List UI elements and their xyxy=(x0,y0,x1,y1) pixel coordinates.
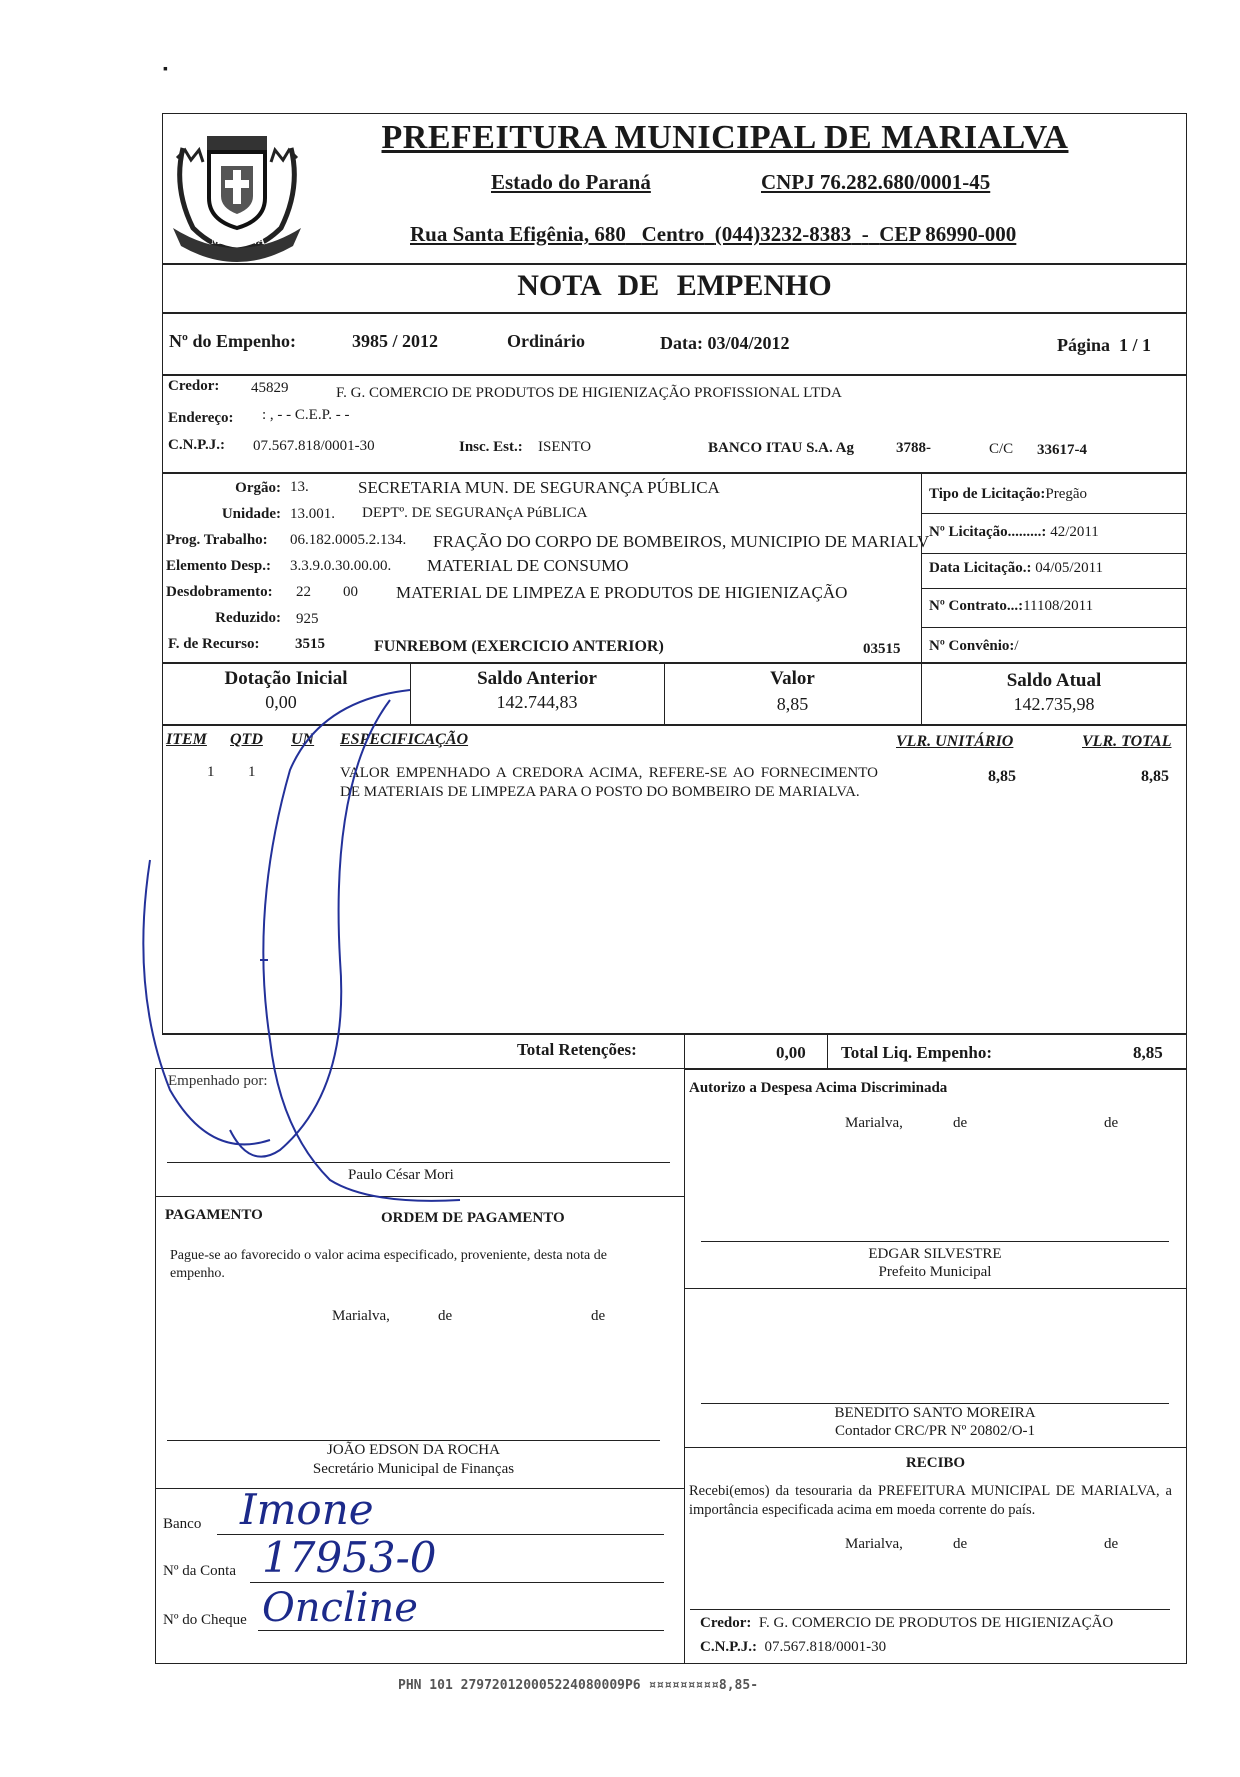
left-de-1: de xyxy=(438,1308,453,1324)
lic-contrato-label: Nº Contrato...: xyxy=(929,598,1024,614)
recurso-label: F. de Recurso: xyxy=(168,636,260,652)
lower-divider xyxy=(684,1068,685,1664)
ordem-title: ORDEM DE PAGAMENTO xyxy=(381,1210,565,1226)
recibo-credor-label: Credor: xyxy=(700,1615,752,1631)
contador-title: Contador CRC/PR Nº 20802/O-1 xyxy=(834,1423,1036,1439)
elem-code: 3.3.9.0.30.00.00. xyxy=(290,558,392,574)
empenho-page xyxy=(1057,335,1151,356)
recibo-cnpj-value: 07.567.818/0001-30 xyxy=(764,1639,887,1655)
credor-code: 45829 xyxy=(251,380,289,396)
header-sep: - xyxy=(861,222,869,246)
contador-signature-line xyxy=(701,1403,1169,1404)
lic-convenio-label: Nº Convênio: xyxy=(929,638,1015,654)
liq-label: Total Liq. Empenho: xyxy=(841,1043,992,1062)
header-state: Estado do Paraná xyxy=(491,170,651,194)
valor-value: 8,85 xyxy=(776,694,809,714)
prog-label: Prog. Trabalho: xyxy=(166,532,268,548)
crest-banner-text: MARIALVA xyxy=(211,236,265,247)
col-item: ITEM xyxy=(166,731,207,748)
recurso-value: FUNREBOM (EXERCICIO ANTERIOR) xyxy=(374,638,664,655)
liq-value: 8,85 xyxy=(1133,1043,1163,1062)
lic-num-value: 42/2011 xyxy=(1050,524,1099,540)
lic-data-value: 04/05/2011 xyxy=(1035,560,1104,576)
scan-mark: ▪ xyxy=(163,62,168,77)
retencoes-label: Total Retenções: xyxy=(517,1040,637,1059)
lic-tipo xyxy=(929,486,1087,503)
unidade-label: Unidade: xyxy=(221,506,281,522)
col-un: UN xyxy=(291,731,315,748)
endereco-label: Endereço: xyxy=(168,410,234,426)
recibo-cnpj-label: C.N.P.J.: xyxy=(700,1639,757,1655)
lic-tipo-value: Pregão xyxy=(1045,486,1088,502)
item-number: 1 xyxy=(207,764,215,780)
lic-contrato-value: 11108/2011 xyxy=(1023,598,1094,614)
unidade-value: DEPTº. DE SEGURANçA PúBLICA xyxy=(362,505,588,521)
prefeito-bottom xyxy=(684,1288,1187,1289)
conta-label: Nº da Conta xyxy=(163,1563,236,1579)
recibo-de-2: de xyxy=(1104,1536,1119,1552)
banco-handwritten: Imone xyxy=(240,1485,374,1534)
saldo-atual-label: Saldo Atual xyxy=(1006,670,1102,691)
recibo-marialva: Marialva, xyxy=(845,1536,903,1552)
lic-line-4 xyxy=(921,627,1187,628)
lic-num-label: Nº Licitação.........: xyxy=(929,524,1047,540)
right-de-1: de xyxy=(953,1115,968,1131)
conta-handwritten: 17953-0 xyxy=(262,1533,437,1582)
retencoes-div xyxy=(827,1033,828,1070)
elem-value: MATERIAL DE CONSUMO xyxy=(427,556,629,575)
footer-code: PHN 101 279720120005224080009P6 ¤¤¤¤¤¤¤¤¤8,85- xyxy=(398,1678,759,1693)
header-phone: (044)3232-8383 xyxy=(714,222,852,246)
empenho-number: 3985 / 2012 xyxy=(352,331,439,351)
header-title: PREFEITURA MUNICIPAL DE MARIALVA xyxy=(381,119,1069,156)
cc-value: 33617-4 xyxy=(1037,442,1087,458)
col-especificacao: ESPECIFICAÇÃO xyxy=(340,731,469,748)
item-spec: VALOR EMPENHADO A CREDORA ACIMA, REFERE-SE AO FORNECIMENTO DE MATERIAIS DE LIMPEZA PARA O POSTO DO BOMBEIRO DE MARIALVA. xyxy=(340,765,878,800)
empenho-label: Nº do Empenho: xyxy=(169,331,296,351)
header-district: Centro xyxy=(641,222,705,246)
col-vlr-unitario: VLR. UNITÁRIO xyxy=(896,733,1014,750)
valor-label: Valor xyxy=(770,668,815,689)
saldo-anterior-value: 142.744,83 xyxy=(496,692,578,712)
banco-value: BANCO ITAU S.A. Ag xyxy=(708,440,854,456)
header-cnpj: CNPJ 76.282.680/0001-45 xyxy=(761,170,991,194)
cheque-handwritten: Oncline xyxy=(262,1585,418,1631)
cnpj-value: 07.567.818/0001-30 xyxy=(253,438,375,454)
unidade-code: 13.001. xyxy=(290,506,335,522)
lic-line-3 xyxy=(921,588,1187,589)
autorizo-title: Autorizo a Despesa Acima Discriminada xyxy=(689,1080,948,1096)
recibo-title: RECIBO xyxy=(905,1455,966,1471)
banco-label: Banco xyxy=(163,1516,202,1532)
endereco-value: : , - - C.E.P. - - xyxy=(262,407,350,423)
page-number: 1 / 1 xyxy=(1119,335,1152,355)
cheque-label: Nº do Cheque xyxy=(163,1612,247,1628)
dotacao-label: Dotação Inicial xyxy=(224,668,348,689)
secretario-title: Secretário Municipal de Finanças xyxy=(312,1461,515,1477)
totals-div-2 xyxy=(664,663,665,725)
desd-code2: 00 xyxy=(343,584,358,600)
orgao-code: 13. xyxy=(290,479,309,495)
left-de-2: de xyxy=(591,1308,606,1324)
lic-convenio-value: / xyxy=(1014,638,1019,654)
recibo-credor xyxy=(700,1615,1113,1632)
pagamento-title: PAGAMENTO xyxy=(165,1207,263,1223)
prog-value: FRAÇÃO DO CORPO DE BOMBEIROS, MUNICIPIO DE MARIALV xyxy=(433,532,930,551)
prefeito-signature-line xyxy=(701,1241,1169,1242)
prefeito-name: EDGAR SILVESTRE xyxy=(868,1246,1002,1262)
recurso-code: 3515 xyxy=(295,636,325,652)
empenhado-label: Empenhado por: xyxy=(168,1073,268,1089)
lic-line-2 xyxy=(921,553,1187,554)
pague-text: Pague-se ao favorecido o valor acima especificado, proveniente, desta nota de empenho. xyxy=(170,1248,607,1281)
empenho-type: Ordinário xyxy=(507,331,586,351)
right-marialva: Marialva, xyxy=(845,1115,903,1131)
dotacao-value: 0,00 xyxy=(265,692,297,712)
cnpj-label: C.N.P.J.: xyxy=(168,437,225,453)
item-qtd: 1 xyxy=(248,764,256,780)
col-qtd: QTD xyxy=(230,731,263,748)
signature-scribble xyxy=(130,660,490,1220)
empenho-date: Data: 03/04/2012 xyxy=(660,333,790,353)
conta-line xyxy=(250,1582,664,1583)
credor-name: F. G. COMERCIO DE PRODUTOS DE HIGIENIZAÇÃO PROFISSIONAL LTDA xyxy=(336,385,842,401)
recibo-top xyxy=(684,1447,1187,1448)
municipal-crest-icon xyxy=(163,118,311,263)
right-de-2: de xyxy=(1104,1115,1119,1131)
recibo-credor-value: F. G. COMERCIO DE PRODUTOS DE HIGIENIZAÇÃO xyxy=(758,1615,1114,1631)
cc-label: C/C xyxy=(989,441,1014,457)
reduzido-value: 925 xyxy=(296,611,319,627)
desd-label: Desdobramento: xyxy=(166,584,273,600)
saldo-atual-value: 142.735,98 xyxy=(1013,694,1095,714)
prog-code: 06.182.0005.2.134. xyxy=(290,532,407,548)
col-vlr-total: VLR. TOTAL xyxy=(1082,733,1172,750)
orgao-value: SECRETARIA MUN. DE SEGURANÇA PÚBLICA xyxy=(358,478,720,497)
item-total: 8,85 xyxy=(1141,768,1169,785)
empenhado-name: Paulo César Mori xyxy=(348,1167,454,1183)
lic-tipo-label: Tipo de Licitação: xyxy=(929,486,1046,502)
contador-name: BENEDITO SANTO MOREIRA xyxy=(834,1405,1036,1421)
lic-contrato xyxy=(929,598,1093,615)
secretario-name: JOÃO EDSON DA ROCHA xyxy=(327,1442,500,1458)
doc-title: NOTA DE EMPENHO xyxy=(517,269,832,302)
credor-signature-line xyxy=(690,1609,1170,1610)
banco-top xyxy=(155,1488,684,1489)
secretario-signature-line xyxy=(167,1440,660,1441)
recurso-code2: 03515 xyxy=(863,641,901,657)
header-address xyxy=(410,222,1016,247)
page-label: Página xyxy=(1057,335,1111,355)
agencia-value: 3788- xyxy=(896,440,931,456)
reduzido-label: Reduzido: xyxy=(215,610,281,626)
lic-line-1 xyxy=(921,513,1187,514)
totals-div-3 xyxy=(921,663,922,725)
recibo-text: Recebi(emos) da tesouraria da PREFEITURA MUNICIPAL DE MARIALVA, a importância especificada acima em moeda corrente do país. xyxy=(689,1483,1172,1518)
lic-data xyxy=(929,560,1103,577)
insc-value: ISENTO xyxy=(538,439,592,455)
retencoes-value: 0,00 xyxy=(776,1043,806,1062)
lic-data-label: Data Licitação.: xyxy=(929,560,1032,576)
desd-value: MATERIAL DE LIMPEZA E PRODUTOS DE HIGIENIZAÇÃO xyxy=(396,583,848,602)
desd-code: 22 xyxy=(296,584,311,600)
header-cep: CEP 86990-000 xyxy=(879,222,1017,246)
item-unit: 8,85 xyxy=(988,768,1016,785)
recibo-cnpj xyxy=(700,1639,886,1656)
left-marialva: Marialva, xyxy=(332,1308,390,1324)
lic-convenio xyxy=(929,638,1019,655)
recibo-de-1: de xyxy=(953,1536,968,1552)
credor-label: Credor: xyxy=(168,378,220,394)
elem-label: Elemento Desp.: xyxy=(166,558,271,574)
insc-label: Insc. Est.: xyxy=(459,439,523,455)
lic-num xyxy=(929,524,1099,541)
header-street: Rua Santa Efigênia, 680 xyxy=(410,222,626,246)
orgao-label: Orgão: xyxy=(235,480,281,496)
saldo-anterior-label: Saldo Anterior xyxy=(477,668,597,689)
prefeito-title: Prefeito Municipal xyxy=(878,1264,992,1280)
budget-divider xyxy=(921,473,922,663)
